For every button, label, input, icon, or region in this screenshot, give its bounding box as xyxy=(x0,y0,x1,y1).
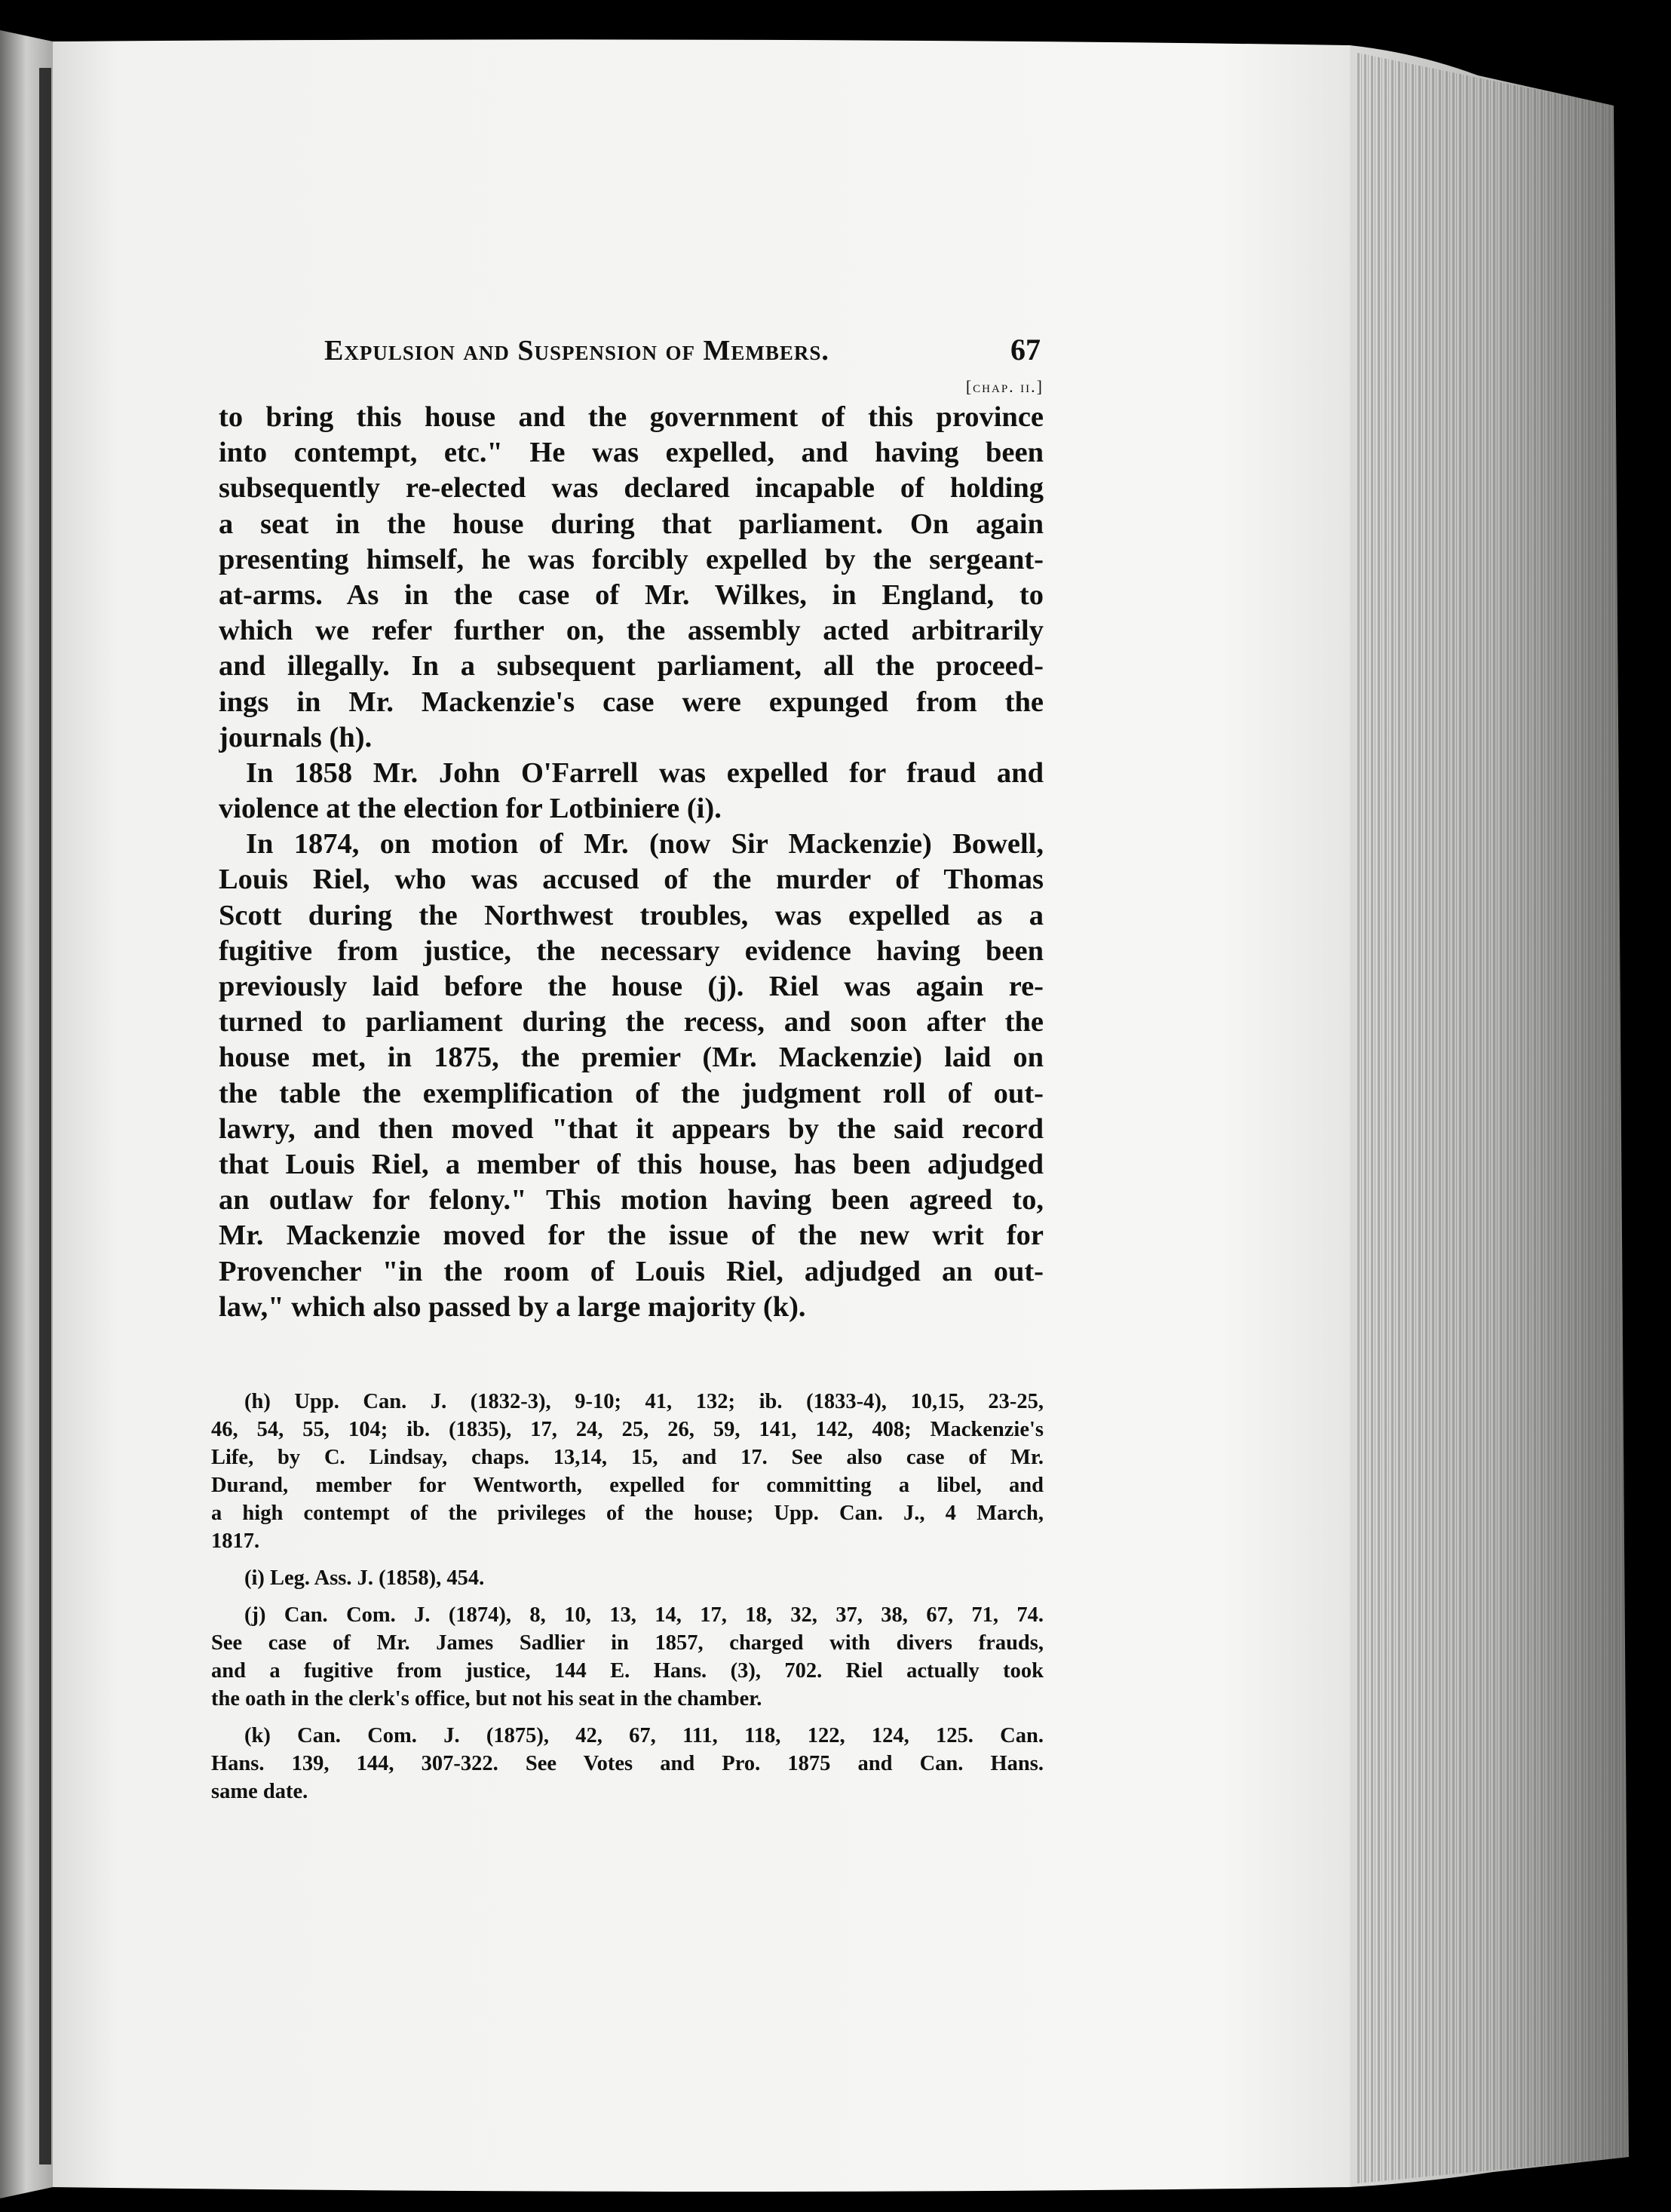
body-line: Provencher "in the room of Louis Riel, adjudged an out- xyxy=(219,1255,1044,1287)
body-line: In 1858 Mr. John O'Farrell was expelled for fraud and xyxy=(246,756,1044,789)
body-line: and illegally. In a subsequent parliament, all the proceed- xyxy=(219,650,1044,683)
page-number: 67 xyxy=(1010,333,1041,367)
body-line: Mr. Mackenzie moved for the issue of the new writ for xyxy=(219,1220,1044,1252)
footnote-line: the oath in the clerk's office, but not his seat in the chamber. xyxy=(211,1687,762,1710)
footnote-line: Hans. 139, 144, 307-322. See Votes and Pro. 1875 and Can. Hans. xyxy=(211,1752,1044,1775)
body-line: turned to parliament during the recess, and soon after the xyxy=(219,1006,1044,1039)
footnote-line: Durand, member for Wentworth, expelled for committing a libel, and xyxy=(211,1474,1044,1497)
body-line: law," which also passed by a large majority (k). xyxy=(219,1290,806,1323)
body-line: ings in Mr. Mackenzie's case were expunged from the xyxy=(219,686,1044,718)
footnote-line: See case of Mr. James Sadlier in 1857, charged with divers frauds, xyxy=(211,1631,1044,1655)
body-line: which we refer further on, the assembly acted arbitrarily xyxy=(219,615,1044,647)
footnote-line: 1817. xyxy=(211,1529,260,1553)
footnote-line: Life, by C. Lindsay, chaps. 13,14, 15, and 17. See also case of Mr. xyxy=(211,1446,1044,1469)
body-line: into contempt, etc." He was expelled, and having been xyxy=(219,437,1044,469)
footnote-line: and a fugitive from justice, 144 E. Hans. (3), 702. Riel actually took xyxy=(211,1659,1044,1683)
body-line: an outlaw for felony." This motion having been agreed to, xyxy=(219,1184,1044,1216)
body-line: house met, in 1875, the premier (Mr. Mackenzie) laid on xyxy=(219,1042,1044,1074)
page-header xyxy=(324,332,1041,367)
chapter-mark: [chap. ii.] xyxy=(965,377,1044,396)
footnote-line: 46, 54, 55, 104; ib. (1835), 17, 24, 25, 26, 59, 141, 142, 408; Mackenzie's xyxy=(211,1418,1044,1441)
body-line: the table the exemplification of the judgment roll of out- xyxy=(219,1077,1044,1109)
body-line: Louis Riel, who was accused of the murder of Thomas xyxy=(219,864,1044,896)
body-line: that Louis Riel, a member of this house, has been adjudged xyxy=(219,1148,1044,1180)
footnote-line: (i) Leg. Ass. J. (1858), 454. xyxy=(244,1566,485,1590)
running-title: Expulsion and Suspension of Members. xyxy=(324,335,829,367)
body-line: at-arms. As in the case of Mr. Wilkes, in England, to xyxy=(219,578,1044,611)
body-text xyxy=(219,400,1044,1325)
body-line: Scott during the Northwest troubles, was expelled as a xyxy=(219,899,1044,931)
footnote-line: (k) Can. Com. J. (1875), 42, 67, 111, 118, 122, 124, 125. Can. xyxy=(244,1724,1044,1747)
body-line: subsequently re-elected was declared incapable of holding xyxy=(219,472,1044,505)
body-line: lawry, and then moved "that it appears by the said record xyxy=(219,1112,1044,1145)
body-line: presenting himself, he was forcibly expelled by the sergeant- xyxy=(219,543,1044,575)
body-line: a seat in the house during that parliament. On again xyxy=(219,508,1044,540)
body-line: to bring this house and the government of this province xyxy=(219,401,1044,433)
footnote-line: a high contempt of the privileges of the house; Upp. Can. J., 4 March, xyxy=(211,1502,1044,1525)
body-line: violence at the election for Lotbiniere (i). xyxy=(219,793,722,825)
footnote-line: same date. xyxy=(211,1780,308,1803)
body-line: fugitive from justice, the necessary evidence having been xyxy=(219,934,1044,967)
body-line: In 1874, on motion of Mr. (now Sir Mackenzie) Bowell, xyxy=(246,828,1044,861)
footnote-line: (h) Upp. Can. J. (1832-3), 9-10; 41, 132; ib. (1833-4), 10,15, 23-25, xyxy=(244,1390,1044,1413)
body-line: journals (h). xyxy=(219,721,373,753)
footnotes xyxy=(211,1388,1044,1805)
body-line: previously laid before the house (j). Riel was again re- xyxy=(219,971,1044,1002)
footnote-line: (j) Can. Com. J. (1874), 8, 10, 13, 14, 17, 18, 32, 37, 38, 67, 71, 74. xyxy=(244,1603,1044,1627)
